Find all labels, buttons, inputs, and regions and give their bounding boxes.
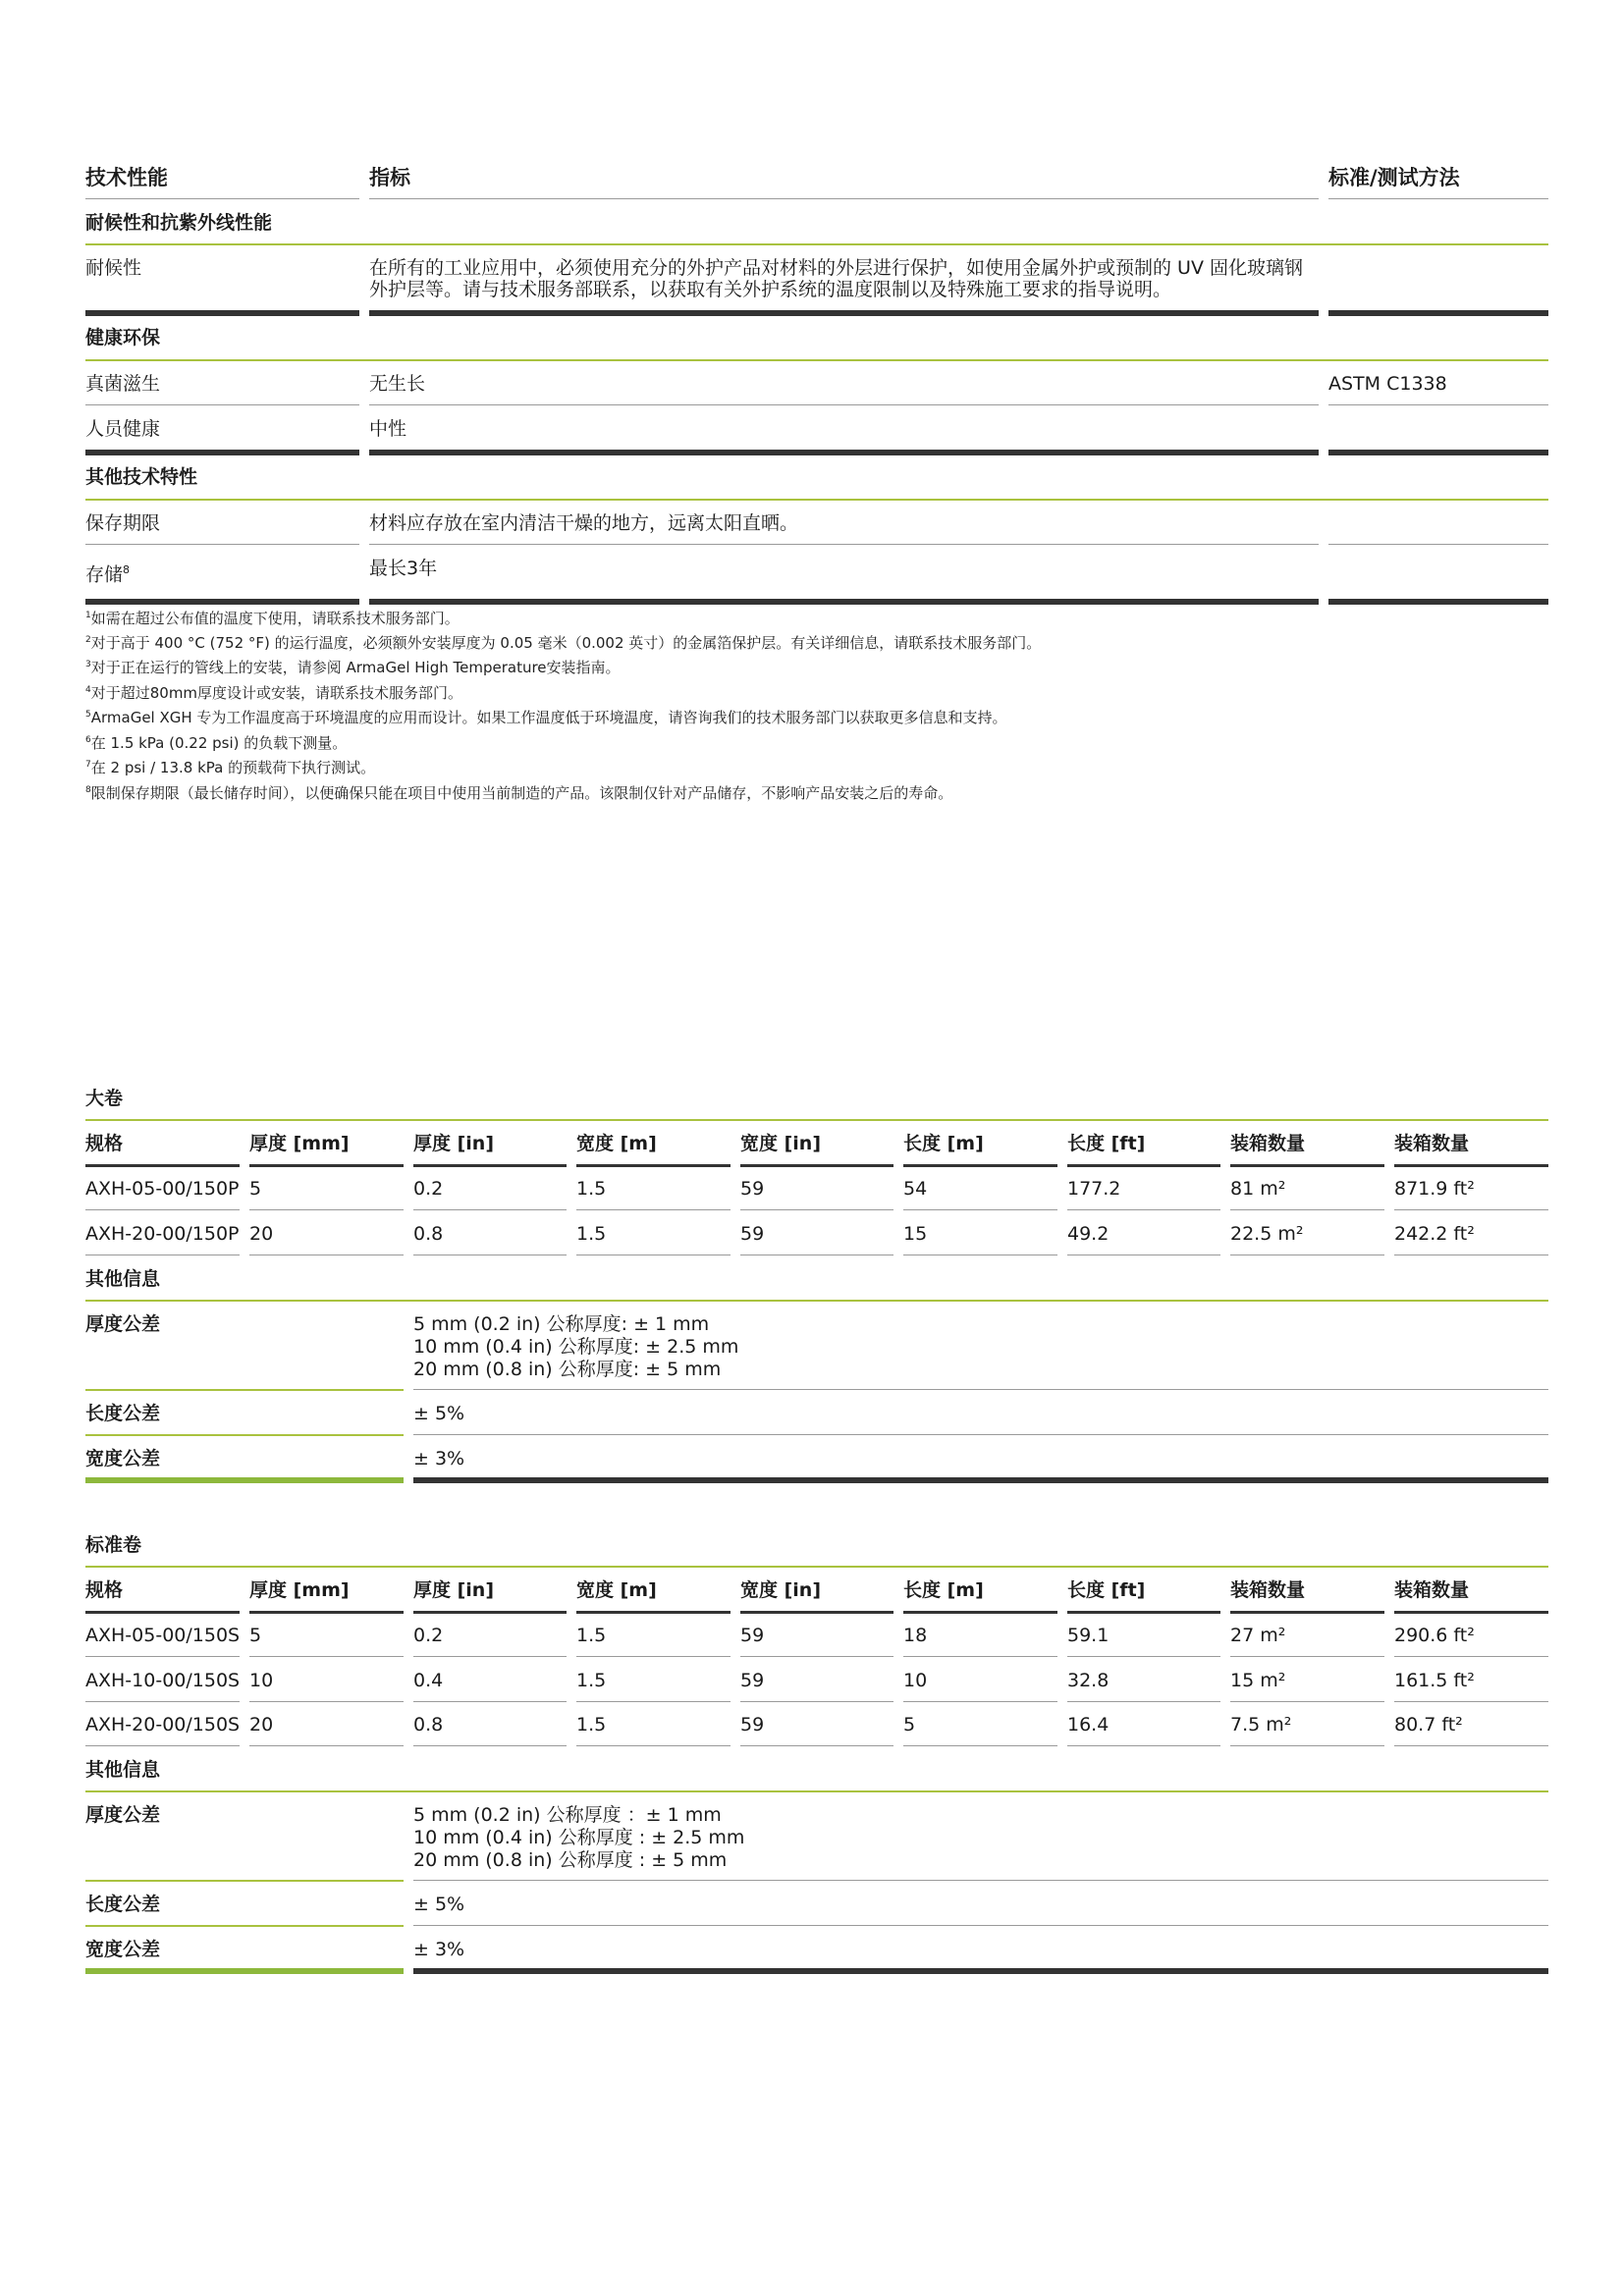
tolerance-line: ± 5% [413,1403,465,1424]
row-value-fungi: 无生长 [369,373,426,395]
tolerance-line: ± 3% [413,1448,465,1469]
tolerance-label-width: 宽度公差 [85,1448,161,1469]
col-header: 宽度 [m] [576,1133,657,1154]
cell: 242.2 ft² [1394,1223,1475,1245]
tolerance-line: ± 3% [413,1939,465,1960]
cell: 49.2 [1067,1223,1110,1245]
cell-spec: AXH-10-00/150S [85,1670,241,1691]
row-value-shelf-life: 材料应存放在室内清洁干燥的地方，远离太阳直晒。 [369,512,799,534]
cell: 20 [249,1714,274,1735]
cell: 20 [249,1223,274,1245]
col-header: 长度 [m] [903,1133,984,1154]
footnote-5: $^5$ArmaGel XGH 专为工作温度高于环境温度的应用而设计。如果工作温度低于环境温度，请咨询我们的技术服务部门以获取更多信息和支持。 [85,709,1007,726]
section-title-health: 健康环保 [85,327,161,348]
cell: 18 [903,1625,928,1646]
col-header: 厚度 [mm] [249,1579,350,1601]
cell: 5 [249,1178,262,1200]
cell: 59 [740,1178,765,1200]
big-roll-title: 大卷 [85,1088,124,1109]
cell: 15 [903,1223,928,1245]
cell: 7.5 m² [1230,1714,1292,1735]
col-header: 装箱数量 [1230,1133,1306,1154]
cell: 59 [740,1625,765,1646]
other-info-title: 其他信息 [85,1759,161,1781]
tolerance-line: 20 mm (0.8 in) 公称厚度: ± 5 mm [413,1359,722,1380]
cell: 59 [740,1223,765,1245]
row-standard-fungi: ASTM C1338 [1328,373,1447,395]
cell: 81 m² [1230,1178,1286,1200]
footnote-8: $^8$限制保存期限（最长储存时间），以便确保只能在项目中使用当前制造的产品。该限制仅针对产品储存，不影响产品安装之后的寿命。 [85,784,953,802]
col-header: 规格 [85,1133,124,1154]
cell: 59 [740,1670,765,1691]
cell-spec: AXH-05-00/150S [85,1625,241,1646]
cell: 80.7 ft² [1394,1714,1463,1735]
cell: 0.2 [413,1178,444,1200]
cell: 0.4 [413,1670,444,1691]
cell: 22.5 m² [1230,1223,1304,1245]
cell: 1.5 [576,1714,607,1735]
cell: 59.1 [1067,1625,1110,1646]
cell-spec: AXH-05-00/150P [85,1178,240,1200]
row-value-personnel-health: 中性 [369,418,407,440]
cell: 177.2 [1067,1178,1121,1200]
cell: 32.8 [1067,1670,1110,1691]
tolerance-line: 5 mm (0.2 in) 公称厚度 ：± 1 mm [413,1804,722,1826]
cell: 0.2 [413,1625,444,1646]
tolerance-label-length: 长度公差 [85,1403,161,1424]
tolerance-line: 5 mm (0.2 in) 公称厚度: ± 1 mm [413,1313,710,1335]
header-indicator: 指标 [369,166,410,189]
cell: 0.8 [413,1223,444,1245]
tolerance-line: 10 mm (0.4 in) 公称厚度: ± 2.5 mm [413,1336,739,1358]
other-info-title: 其他信息 [85,1268,161,1290]
row-name-shelf-life: 保存期限 [85,512,161,534]
cell: 27 m² [1230,1625,1286,1646]
col-header: 装箱数量 [1394,1579,1470,1601]
footnote-2: $^2$对于高于 400 °C (752 °F) 的运行温度，必须额外安装厚度为 0.05 毫米（0.002 英寸）的金属箔保护层。有关详细信息，请联系技术服务部门。 [85,634,1042,652]
cell: 1.5 [576,1670,607,1691]
footnote-1: $^1$如需在超过公布值的温度下使用，请联系技术服务部门。 [85,610,460,627]
tolerance-label-length: 长度公差 [85,1894,161,1915]
section-title-other: 其他技术特性 [85,466,198,488]
tolerance-line: 20 mm (0.8 in) 公称厚度 : ± 5 mm [413,1849,728,1871]
cell: 59 [740,1714,765,1735]
cell: 1.5 [576,1625,607,1646]
cell: 10 [903,1670,928,1691]
col-header: 宽度 [in] [740,1579,822,1601]
cell: 10 [249,1670,274,1691]
cell: 1.5 [576,1223,607,1245]
tolerance-line: ± 5% [413,1894,465,1915]
cell: 15 m² [1230,1670,1286,1691]
cell: 0.8 [413,1714,444,1735]
footnote-3: $^3$对于正在运行的管线上的安装，请参阅 ArmaGel High Temperature安装指南。 [85,659,621,676]
tolerance-label-thickness: 厚度公差 [85,1313,161,1335]
cell: 290.6 ft² [1394,1625,1475,1646]
storage-footnote-ref: 8 [123,563,131,576]
tolerance-label-width: 宽度公差 [85,1939,161,1960]
col-header: 宽度 [in] [740,1133,822,1154]
section-title-weathering: 耐候性和抗紫外线性能 [85,212,273,234]
row-name-personnel-health: 人员健康 [85,418,161,440]
footnote-6: $^6$在 1.5 kPa (0.22 psi) 的负载下测量。 [85,734,348,752]
col-header: 长度 [ft] [1067,1133,1146,1154]
cell-spec: AXH-20-00/150S [85,1714,241,1735]
std-roll-title: 标准卷 [85,1534,142,1556]
cell: 161.5 ft² [1394,1670,1475,1691]
footnote-7: $^7$在 2 psi / 13.8 kPa 的预载荷下执行测试。 [85,759,376,776]
row-value-storage: 最长3年 [369,558,438,579]
cell: 54 [903,1178,928,1200]
cell: 1.5 [576,1178,607,1200]
col-header: 装箱数量 [1230,1579,1306,1601]
row-value-weathering: 在所有的工业应用中，必须使用充分的外护产品对材料的外层进行保护，如使用金属外护或预制的 UV 固化玻璃钢外护层等。请与技术服务部联系，以获取有关外护系统的温度限制以及特殊施工要求的指导说明。 [369,257,1303,300]
footnote-4: $^4$对于超过80mm厚度设计或安装，请联系技术服务部门。 [85,684,463,702]
col-header: 长度 [ft] [1067,1579,1146,1601]
col-header: 装箱数量 [1394,1133,1470,1154]
row-name-fungi: 真菌滋生 [85,373,161,395]
cell: 5 [903,1714,916,1735]
cell: 5 [249,1625,262,1646]
header-tech-performance: 技术性能 [85,166,168,189]
col-header: 宽度 [m] [576,1579,657,1601]
col-header: 厚度 [mm] [249,1133,350,1154]
col-header: 厚度 [in] [413,1133,495,1154]
cell: 871.9 ft² [1394,1178,1475,1200]
tolerance-line: 10 mm (0.4 in) 公称厚度 : ± 2.5 mm [413,1827,745,1848]
row-name-storage: 存储$^8$ [85,563,131,586]
cell: 16.4 [1067,1714,1110,1735]
header-standard: 标准/测试方法 [1328,166,1460,189]
col-header: 厚度 [in] [413,1579,495,1601]
row-name-weathering: 耐候性 [85,257,142,279]
cell-spec: AXH-20-00/150P [85,1223,240,1245]
col-header: 规格 [85,1579,124,1601]
tolerance-label-thickness: 厚度公差 [85,1804,161,1826]
col-header: 长度 [m] [903,1579,984,1601]
